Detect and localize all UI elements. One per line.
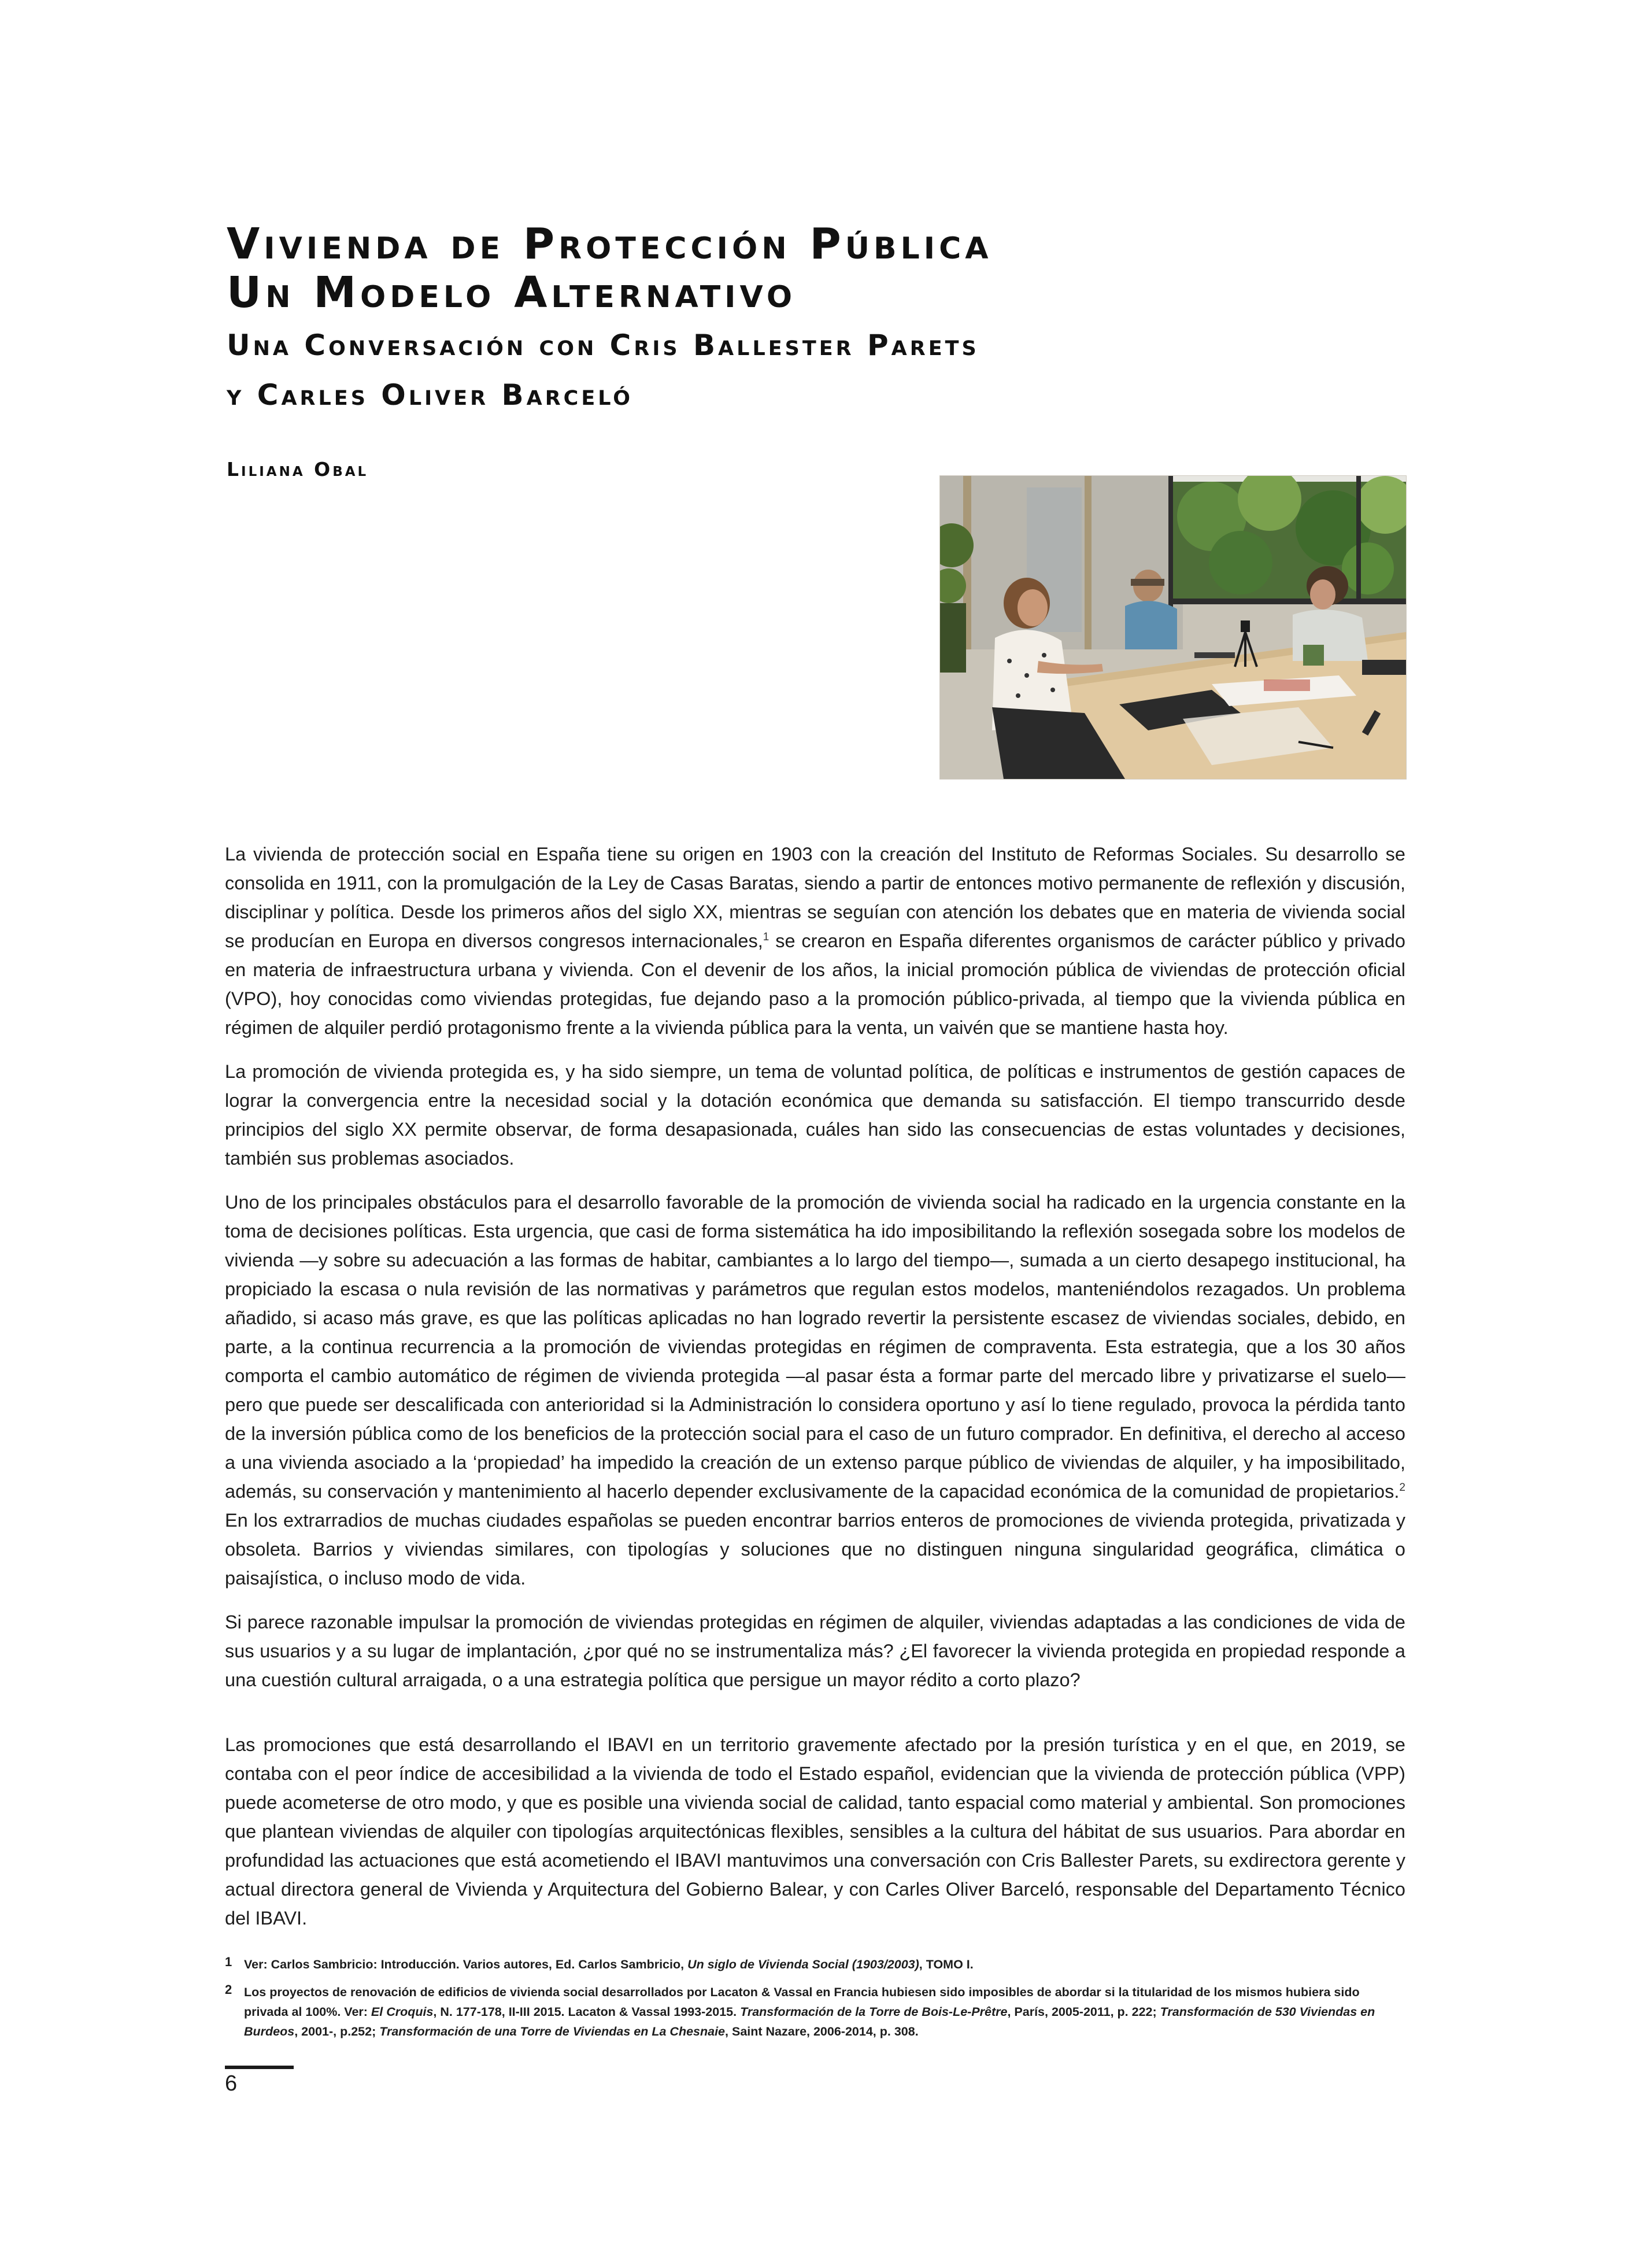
body-paragraph-3 <box>225 1188 1405 1593</box>
footnote-2-number: 2 <box>225 1982 232 1997</box>
footnotes <box>225 1955 1407 2049</box>
body-paragraph-1-part-a: La vivienda de protección social en España tiene su origen en 1903 con la creación del Instituto de Reformas Sociales. Su desarrollo se consolida en 1911, con la promulgación de la Ley de Casas Baratas, siendo a partir de entonces motivo permanente de reflexión y discusión, disciplinar y política. Desde los primeros años del siglo XX, mientras se seguían con atención los debates que en materia de vivienda social se producían en Europa en diversos congresos internacionales, <box>225 844 1405 951</box>
article-body <box>225 840 1405 1948</box>
footnote-ref-1[interactable]: 1 <box>763 931 769 944</box>
footnote-2 <box>225 1982 1407 2041</box>
footnote-2-project-title-2: Transformación de 530 Viviendas en Burdeos <box>244 2005 1375 2038</box>
footnote-2-text-e: , Saint Nazare, 2006-2014, p. 308. <box>725 2025 919 2038</box>
meeting-photo-illustration <box>940 476 1406 779</box>
footnote-2-project-title-1: Transformación de la Torre de Bois-Le-Prêtre <box>740 2005 1008 2019</box>
body-paragraph-4: Si parece razonable impulsar la promoción de viviendas protegidas en régimen de alquiler, viviendas adaptadas a las condiciones de vida de sus usuarios y a su lugar de implantación, ¿por qué no se instrumentaliza más? ¿El favorecer la vivienda protegida en propiedad responde a una cuestión cultural arraigada, o a una estrategia política que persigue un mayor rédito a corto plazo? <box>225 1612 1405 1690</box>
footnote-2-text-a: Los proyectos de renovación de edificios de vivienda social desarrollados por Lacaton & Vassal en Francia hubiesen sido imposibles de abordar si la titularidad de los mismos hubiera sido privada al 100%. Ver: <box>244 1985 1360 2019</box>
body-paragraph-2: La promoción de vivienda protegida es, y ha sido siempre, un tema de voluntad política, de políticas e instrumentos de gestión capaces de lograr la convergencia entre la necesidad social y la dotación económica que demanda su satisfacción. El tiempo transcurrido desde principios del siglo XX permite observar, de forma desapasionada, cuáles han sido las consecuencias de estas voluntades y decisiones, también sus problemas asociados. <box>225 1061 1405 1169</box>
article-subtitle-line-1: Una Conversación con Cris Ballester Parets <box>227 328 979 362</box>
footnote-2-text-c: , París, 2005-2011, p. 222; <box>1007 2005 1160 2019</box>
body-paragraph-1-part-b: se crearon en España diferentes organismos de carácter público y privado en materia de infraestructura urbana y vivienda. Con el devenir de los años, la inicial promoción pública de viviendas de protección oficial (VPO), hoy conocidas como viviendas protegidas, fue dejando paso a la promoción público-privada, al tiempo que la vivienda pública en régimen de alquiler perdió protagonismo frente a la vivienda pública para la venta, un vaivén que se mantiene hasta hoy. <box>225 930 1405 1038</box>
meeting-photo <box>939 475 1407 780</box>
body-paragraph-3-part-b: En los extrarradios de muchas ciudades españolas se pueden encontrar barrios enteros de promociones de vivienda protegida, privatizada y obsoleta. Barrios y viviendas similares, con tipologías y soluciones que no distinguen ninguna singularidad geográfica, climática o paisajística, o incluso modo de vida. <box>225 1510 1405 1589</box>
page-number-rule <box>225 2066 294 2069</box>
footnote-1-text-b: , TOMO I. <box>919 1957 974 1971</box>
article-title-line-1: Vivienda de Protección Pública <box>227 219 993 269</box>
footnote-1 <box>225 1955 1407 1974</box>
footnote-1-text-a: Ver: Carlos Sambricio: Introducción. Varios autores, Ed. Carlos Sambricio, <box>244 1957 688 1971</box>
footnote-2-project-title-3: Transformación de una Torre de Viviendas en La Chesnaie <box>379 2025 726 2038</box>
article-subtitle-line-2: y Carles Oliver Barceló <box>227 378 634 412</box>
body-paragraph-5: Las promociones que está desarrollando el IBAVI en un territorio gravemente afectado por la presión turística y en el que, en 2019, se contaba con el peor índice de accesibilidad a la vivienda de todo el Estado español, evidencian que la vivienda de protección pública (VPP) puede acometerse de otro modo, y que es posible una vivienda social de calidad, tanto espacial como material y ambiental. Son promociones que plantean viviendas de alquiler con tipologías arquitectónicas flexibles, sensibles a la cultura del hábitat de sus usuarios. Para abordar en profundidad las actuaciones que está acometiendo el IBAVI mantuvimos una conversación con Cris Ballester Parets, su exdirectora gerente y actual directora general de Vivienda y Arquitectura del Gobierno Balear, y con Carles Oliver Barceló, responsable del Departamento Técnico del IBAVI. <box>225 1734 1405 1929</box>
body-paragraph-1 <box>225 840 1405 1042</box>
footnote-2-journal-title: El Croquis <box>371 2005 434 2019</box>
footnote-2-text-d: , 2001-, p.252; <box>294 2025 380 2038</box>
page-number: 6 <box>225 2071 238 2096</box>
title-block <box>227 220 1412 420</box>
body-paragraph-3-part-a: Uno de los principales obstáculos para el desarrollo favorable de la promoción de vivienda social ha radicado en la urgencia constante en la toma de decisiones políticas. Esta urgencia, que casi de forma sistemática ha ido imposibilitando la reflexión sosegada sobre los modelos de vivienda —y sobre su adecuación a las formas de habitar, cambiantes a lo largo del tiempo—, sumada a un cierto desapego institucional, ha propiciado la escasa o nula revisión de las normativas y parámetros que regulan estos modelos, manteniéndolos rezagados. Un problema añadido, si acaso más grave, es que las políticas aplicadas no han logrado revertir la persistente escasez de viviendas sociales, debido, en parte, a la continua recurrencia a la promoción de viviendas protegidas en régimen de compraventa. Esta estrategia, que a los 30 años comporta el cambio automático de régimen de vivienda protegida —al pasar ésta a formar parte del mercado libre y privatizarse el suelo— pero que puede ser descalificada con anterioridad si la Administración lo considera oportuno y así lo tiene regulado, provoca la pérdida tanto de la inversión pública como de los beneficios de la protección social para el caso de un futuro comprador. En definitiva, el derecho al acceso a una vivienda asociado a la ‘propiedad’ ha impedido la creación de un extenso parque público de viviendas de alquiler, y ha imposibilitado, además, su conservación y mantenimiento al hacerlo depender exclusivamente de la capacidad económica de la comunidad de propietarios. <box>225 1192 1405 1502</box>
footnote-2-text-b: , N. 177-178, II-III 2015. Lacaton & Vassal 1993-2015. <box>433 2005 741 2019</box>
article-title-line-2: Un Modelo Alternativo <box>227 268 797 317</box>
footnote-1-book-title: Un siglo de Vivienda Social (1903/2003) <box>687 1957 919 1971</box>
footnote-ref-2[interactable]: 2 <box>1399 1482 1405 1494</box>
author-name: Liliana Obal <box>227 458 369 481</box>
footnote-1-number: 1 <box>225 1955 232 1969</box>
